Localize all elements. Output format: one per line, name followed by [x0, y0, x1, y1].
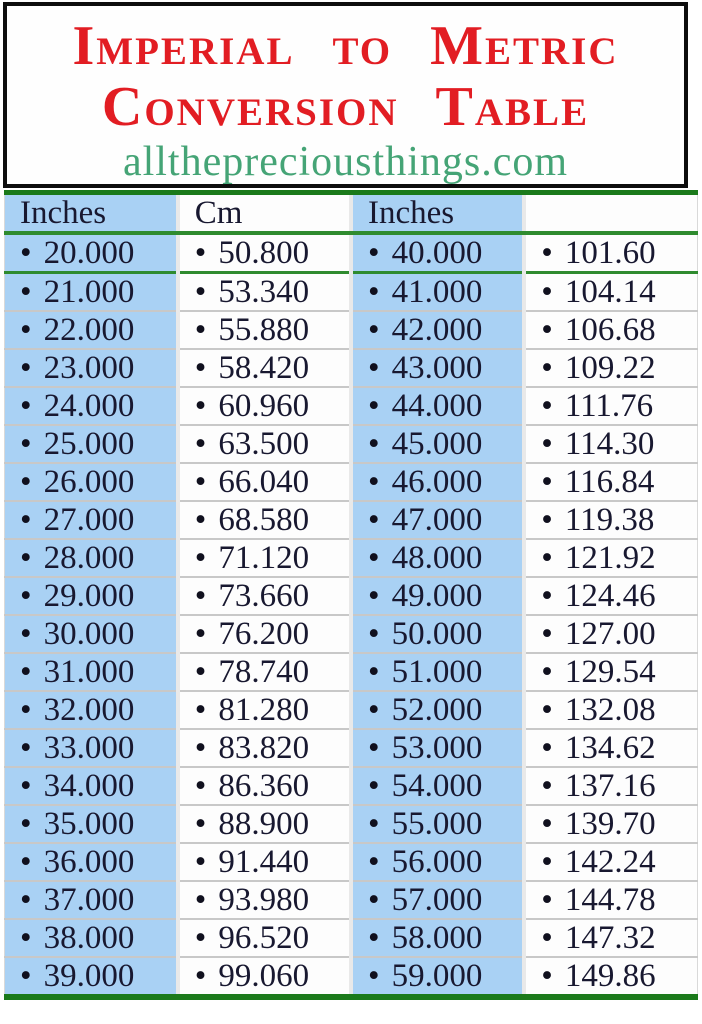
table-cell — [524, 577, 697, 615]
table-cell — [524, 273, 697, 312]
table-cell — [351, 843, 524, 881]
cell-value: 22.000 — [43, 312, 135, 348]
bullet-icon: • — [194, 388, 207, 424]
cell-value: 51.000 — [391, 654, 483, 690]
bullet-icon: • — [368, 920, 380, 956]
table-cell — [5, 387, 178, 425]
bullet-icon: • — [541, 578, 553, 614]
table-cell — [524, 233, 697, 273]
table-cell — [524, 653, 697, 691]
column-header-label: Cm — [194, 195, 243, 231]
table-cell — [5, 349, 178, 387]
table-cell — [5, 805, 178, 843]
table-cell — [5, 653, 178, 691]
table-cell — [178, 425, 351, 463]
bullet-icon: • — [20, 540, 32, 576]
cell-value: 106.68 — [564, 312, 656, 348]
cell-value: 63.500 — [218, 426, 310, 462]
table-cell — [524, 463, 697, 501]
table-cell — [178, 957, 351, 997]
table-cell — [351, 767, 524, 805]
bullet-icon: • — [20, 616, 32, 652]
table-cell — [178, 729, 351, 767]
bullet-icon: • — [194, 654, 207, 690]
cell-value: 44.000 — [391, 388, 483, 424]
cell-value: 31.000 — [43, 654, 135, 690]
bullet-icon: • — [541, 616, 553, 652]
cell-value: 101.60 — [564, 235, 656, 271]
cell-value: 50.000 — [391, 616, 483, 652]
bullet-icon: • — [541, 844, 553, 880]
table-cell — [178, 691, 351, 729]
cell-value: 127.00 — [564, 616, 656, 652]
bullet-icon: • — [20, 350, 32, 386]
table-cell — [178, 881, 351, 919]
table-cell — [178, 843, 351, 881]
table-cell — [178, 349, 351, 387]
bullet-icon: • — [368, 274, 380, 310]
cell-value: 147.32 — [564, 920, 656, 956]
table-cell — [351, 691, 524, 729]
bullet-icon: • — [194, 616, 207, 652]
table-cell — [5, 463, 178, 501]
table-cell — [5, 577, 178, 615]
bullet-icon: • — [368, 806, 380, 842]
cell-value: 40.000 — [391, 235, 483, 271]
page-title-line-1: Imperial to Metric — [72, 15, 619, 77]
bullet-icon: • — [194, 426, 207, 462]
table-cell — [351, 501, 524, 539]
cell-value: 121.92 — [564, 540, 656, 576]
table-cell — [351, 615, 524, 653]
table-cell — [524, 957, 697, 997]
cell-value: 34.000 — [43, 768, 135, 804]
table-cell — [5, 615, 178, 653]
bullet-icon: • — [20, 882, 32, 918]
table-cell — [5, 881, 178, 919]
bullet-icon: • — [194, 578, 207, 614]
bullet-icon: • — [368, 540, 380, 576]
cell-value: 54.000 — [391, 768, 483, 804]
table-cell — [524, 729, 697, 767]
cell-value: 57.000 — [391, 882, 483, 918]
table-cell — [5, 843, 178, 881]
table-cell — [351, 463, 524, 501]
cell-value: 132.08 — [564, 692, 656, 728]
table-row — [5, 881, 698, 919]
table-cell — [5, 957, 178, 997]
cell-value: 21.000 — [43, 274, 135, 310]
bullet-icon: • — [20, 806, 32, 842]
bullet-icon: • — [541, 464, 553, 500]
cell-value: 52.000 — [391, 692, 483, 728]
bullet-icon: • — [541, 426, 553, 462]
table-row — [5, 691, 698, 729]
table-row — [5, 577, 698, 615]
bullet-icon: • — [541, 654, 553, 690]
table-cell — [178, 311, 351, 349]
column-header-label: Inches — [368, 195, 455, 231]
bullet-icon: • — [20, 958, 32, 994]
website-url: allthepreciousthings.com — [122, 139, 569, 185]
table-cell — [524, 501, 697, 539]
bullet-icon: • — [541, 882, 553, 918]
bullet-icon: • — [368, 388, 380, 424]
table-row — [5, 311, 698, 349]
bullet-icon: • — [194, 882, 207, 918]
header-row — [5, 193, 698, 234]
cell-value: 39.000 — [43, 958, 135, 994]
table-cell — [524, 349, 697, 387]
table-cell — [351, 349, 524, 387]
table-row — [5, 957, 698, 997]
cell-value: 78.740 — [218, 654, 310, 690]
bullet-icon: • — [541, 502, 553, 538]
bullet-icon: • — [541, 768, 553, 804]
cell-value: 60.960 — [218, 388, 310, 424]
cell-value: 129.54 — [564, 654, 656, 690]
cell-value: 111.76 — [564, 388, 654, 424]
cell-value: 104.14 — [564, 274, 656, 310]
cell-value: 41.000 — [391, 274, 483, 310]
bullet-icon: • — [368, 312, 380, 348]
bullet-icon: • — [20, 235, 32, 271]
table-row — [5, 463, 698, 501]
table-cell — [351, 387, 524, 425]
cell-value: 53.000 — [391, 730, 483, 766]
table-row — [5, 843, 698, 881]
bullet-icon: • — [541, 958, 553, 994]
cell-value: 139.70 — [564, 806, 656, 842]
cell-value: 86.360 — [218, 768, 310, 804]
table-cell — [178, 805, 351, 843]
table-cell — [524, 539, 697, 577]
table-cell — [524, 425, 697, 463]
bullet-icon: • — [541, 692, 553, 728]
column-header-cm — [178, 193, 351, 234]
cell-value: 43.000 — [391, 350, 483, 386]
table-cell — [524, 387, 697, 425]
table-cell — [178, 539, 351, 577]
cell-value: 99.060 — [218, 958, 310, 994]
table-row — [5, 805, 698, 843]
bullet-icon: • — [541, 540, 553, 576]
cell-value: 35.000 — [43, 806, 135, 842]
cell-value: 27.000 — [43, 502, 135, 538]
cell-value: 55.000 — [391, 806, 483, 842]
table-cell — [524, 691, 697, 729]
bullet-icon: • — [20, 920, 32, 956]
cell-value: 30.000 — [43, 616, 135, 652]
cell-value: 24.000 — [43, 388, 135, 424]
table-cell — [524, 805, 697, 843]
table-cell — [351, 425, 524, 463]
cell-value: 48.000 — [391, 540, 483, 576]
table-row — [5, 501, 698, 539]
table-cell — [5, 767, 178, 805]
cell-value: 91.440 — [218, 844, 310, 880]
table-cell — [351, 729, 524, 767]
bullet-icon: • — [368, 844, 380, 880]
cell-value: 59.000 — [391, 958, 483, 994]
cell-value: 42.000 — [391, 312, 483, 348]
bullet-icon: • — [368, 768, 380, 804]
cell-value: 55.880 — [218, 312, 310, 348]
bullet-icon: • — [194, 920, 207, 956]
cell-value: 124.46 — [564, 578, 656, 614]
table-cell — [178, 273, 351, 312]
table-cell — [524, 311, 697, 349]
cell-value: 26.000 — [43, 464, 135, 500]
bullet-icon: • — [20, 844, 32, 880]
cell-value: 47.000 — [391, 502, 483, 538]
cell-value: 71.120 — [218, 540, 310, 576]
table-row — [5, 387, 698, 425]
bullet-icon: • — [20, 654, 32, 690]
table-row — [5, 653, 698, 691]
table-cell — [524, 919, 697, 957]
cell-value: 96.520 — [218, 920, 310, 956]
bullet-icon: • — [368, 426, 380, 462]
cell-value: 38.000 — [43, 920, 135, 956]
bullet-icon: • — [194, 844, 207, 880]
table-cell — [5, 233, 178, 273]
bullet-icon: • — [194, 540, 207, 576]
table-cell — [178, 767, 351, 805]
bullet-icon: • — [541, 312, 553, 348]
bullet-icon: • — [541, 350, 553, 386]
table-cell — [5, 919, 178, 957]
cell-value: 76.200 — [218, 616, 310, 652]
cell-value: 46.000 — [391, 464, 483, 500]
bullet-icon: • — [194, 235, 207, 271]
table-cell — [351, 539, 524, 577]
bullet-icon: • — [368, 350, 380, 386]
bullet-icon: • — [20, 692, 32, 728]
bullet-icon: • — [194, 350, 207, 386]
table-row — [5, 919, 698, 957]
cell-value: 144.78 — [564, 882, 656, 918]
cell-value: 23.000 — [43, 350, 135, 386]
bullet-icon: • — [368, 464, 380, 500]
cell-value: 73.660 — [218, 578, 310, 614]
table-cell — [178, 463, 351, 501]
table-cell — [351, 273, 524, 312]
bullet-icon: • — [194, 312, 207, 348]
cell-value: 81.280 — [218, 692, 310, 728]
table-cell — [5, 273, 178, 312]
title-banner — [3, 2, 688, 188]
bullet-icon: • — [20, 464, 32, 500]
bullet-icon: • — [20, 730, 32, 766]
cell-value: 116.84 — [564, 464, 655, 500]
table-cell — [178, 233, 351, 273]
table-cell — [524, 843, 697, 881]
bullet-icon: • — [368, 578, 380, 614]
cell-value: 134.62 — [564, 730, 656, 766]
cell-value: 68.580 — [218, 502, 310, 538]
table-cell — [5, 729, 178, 767]
bullet-icon: • — [194, 806, 207, 842]
bullet-icon: • — [194, 274, 207, 310]
table-cell — [5, 501, 178, 539]
table-cell — [178, 615, 351, 653]
cell-value: 66.040 — [218, 464, 310, 500]
table-cell — [5, 691, 178, 729]
bullet-icon: • — [541, 274, 553, 310]
table-cell — [178, 387, 351, 425]
cell-value: 33.000 — [43, 730, 135, 766]
cell-value: 29.000 — [43, 578, 135, 614]
cell-value: 142.24 — [564, 844, 656, 880]
bullet-icon: • — [368, 616, 380, 652]
bullet-icon: • — [20, 768, 32, 804]
table-row — [5, 615, 698, 653]
conversion-table — [4, 190, 698, 1000]
table-cell — [351, 233, 524, 273]
table-cell — [5, 425, 178, 463]
table-cell — [524, 615, 697, 653]
table-row — [5, 233, 698, 273]
column-header-inches — [5, 193, 178, 234]
cell-value: 83.820 — [218, 730, 310, 766]
table-cell — [351, 311, 524, 349]
bullet-icon: • — [20, 578, 32, 614]
column-header-blank — [524, 193, 697, 234]
bullet-icon: • — [194, 958, 207, 994]
bullet-icon: • — [20, 502, 32, 538]
bullet-icon: • — [541, 920, 553, 956]
bullet-icon: • — [20, 274, 32, 310]
cell-value: 25.000 — [43, 426, 135, 462]
table-cell — [351, 881, 524, 919]
table-cell — [351, 957, 524, 997]
bullet-icon: • — [194, 768, 207, 804]
cell-value: 20.000 — [43, 235, 135, 271]
table-cell — [351, 653, 524, 691]
cell-value: 53.340 — [218, 274, 310, 310]
cell-value: 93.980 — [218, 882, 310, 918]
bullet-icon: • — [368, 882, 380, 918]
cell-value: 56.000 — [391, 844, 483, 880]
table-cell — [178, 919, 351, 957]
conversion-table-header — [5, 193, 698, 234]
table-cell — [5, 539, 178, 577]
column-header-label: Inches — [20, 195, 107, 231]
conversion-table-container — [4, 190, 698, 1000]
cell-value: 109.22 — [564, 350, 656, 386]
cell-value: 58.000 — [391, 920, 483, 956]
table-cell — [351, 805, 524, 843]
cell-value: 114.30 — [564, 426, 655, 462]
cell-value: 32.000 — [43, 692, 135, 728]
cell-value: 37.000 — [43, 882, 135, 918]
bullet-icon: • — [541, 730, 553, 766]
cell-value: 45.000 — [391, 426, 483, 462]
cell-value: 49.000 — [391, 578, 483, 614]
bullet-icon: • — [20, 388, 32, 424]
bullet-icon: • — [368, 958, 380, 994]
cell-value: 88.900 — [218, 806, 310, 842]
table-row — [5, 729, 698, 767]
bullet-icon: • — [541, 388, 553, 424]
cell-value: 28.000 — [43, 540, 135, 576]
bullet-icon: • — [20, 426, 32, 462]
table-cell — [524, 767, 697, 805]
bullet-icon: • — [194, 502, 207, 538]
table-cell — [178, 653, 351, 691]
cell-value: 149.86 — [564, 958, 656, 994]
bullet-icon: • — [194, 464, 207, 500]
cell-value: 137.16 — [564, 768, 656, 804]
conversion-table-body — [5, 233, 698, 997]
cell-value: 36.000 — [43, 844, 135, 880]
bullet-icon: • — [541, 806, 553, 842]
bullet-icon: • — [368, 235, 380, 271]
bullet-icon: • — [368, 730, 380, 766]
column-header-inches — [351, 193, 524, 234]
table-cell — [178, 501, 351, 539]
cell-value: 58.420 — [218, 350, 310, 386]
bullet-icon: • — [541, 235, 553, 271]
table-cell — [5, 311, 178, 349]
page-title-line-2: Conversion Table — [101, 76, 590, 138]
cell-value: 119.38 — [564, 502, 655, 538]
table-row — [5, 273, 698, 312]
table-row — [5, 349, 698, 387]
table-row — [5, 539, 698, 577]
table-cell — [524, 881, 697, 919]
bullet-icon: • — [368, 502, 380, 538]
table-row — [5, 425, 698, 463]
table-row — [5, 767, 698, 805]
cell-value: 50.800 — [218, 235, 310, 271]
table-cell — [178, 577, 351, 615]
bullet-icon: • — [20, 312, 32, 348]
table-cell — [351, 919, 524, 957]
bullet-icon: • — [194, 692, 207, 728]
bullet-icon: • — [368, 692, 380, 728]
table-cell — [351, 577, 524, 615]
bullet-icon: • — [194, 730, 207, 766]
bullet-icon: • — [368, 654, 380, 690]
